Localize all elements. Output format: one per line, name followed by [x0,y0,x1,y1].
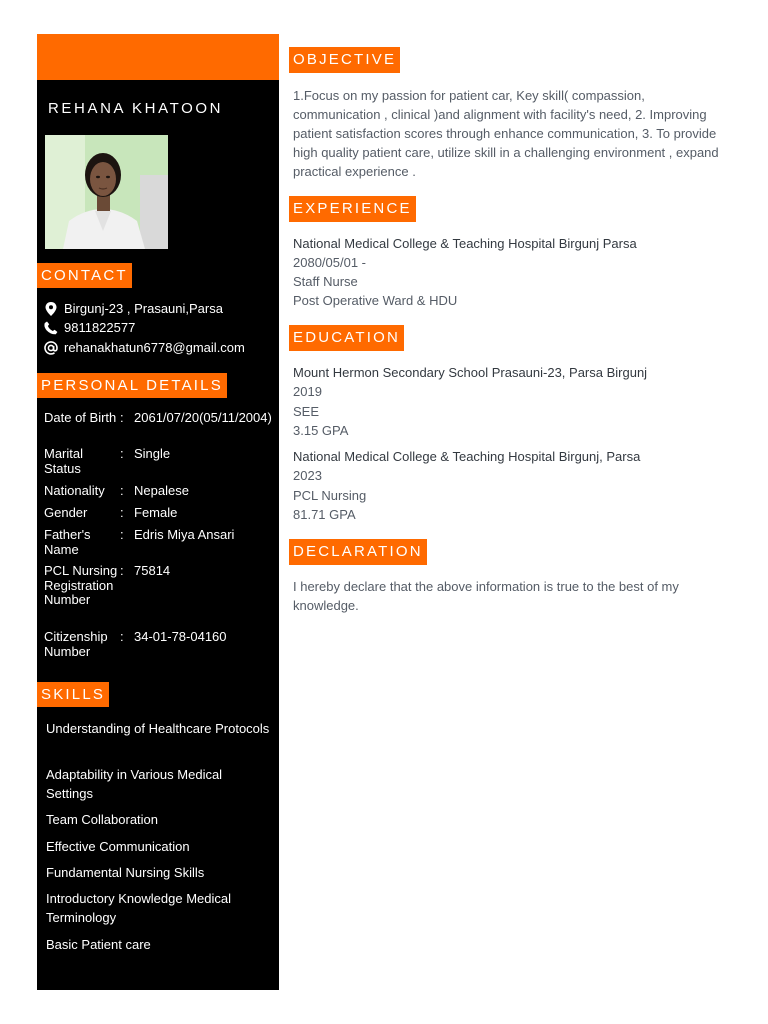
detail-value: 34-01-78-04160 [134,629,227,644]
detail-value: Female [134,505,178,520]
education-year: 2023 [293,468,322,483]
detail-value: Nepalese [134,483,189,498]
contact-phone-text: 9811822577 [64,320,136,335]
education-program: PCL Nursing [293,488,367,503]
declaration-text: I hereby declare that the above information is true to the best of my knowledge. [293,579,679,613]
skill-item: Basic Patient care [46,937,151,952]
contact-heading: CONTACT [37,263,132,288]
contact-email-text: rehanakhatun6778@gmail.com [64,340,245,355]
experience-role: Staff Nurse [293,274,358,289]
detail-value: 75814 [134,563,171,578]
skill-item: Effective Communication [46,839,190,854]
phone-icon [44,321,58,335]
detail-label: Citizenship Number [44,629,108,659]
education-institution: Mount Hermon Secondary School Prasauni-23, Parsa Birgunj [293,365,648,380]
contact-address-text: Birgunj-23 , Prasauni,Parsa [64,301,223,316]
detail-value: 2061/07/20(05/11/2004) [134,410,272,425]
sidebar-accent-bar [37,34,279,80]
declaration-heading: DECLARATION [289,539,427,565]
detail-label: PCL Nursing Registration Number [44,563,118,607]
skill-item: Team Collaboration [46,812,159,827]
detail-separator: : [120,629,124,644]
contact-email [44,340,245,355]
education-score: 3.15 GPA [293,423,349,438]
location-pin-icon [44,302,58,316]
candidate-name: REHANA KHATOON [48,100,224,117]
personal-details-heading: PERSONAL DETAILS [37,373,227,398]
profile-photo-image [45,135,168,249]
objective-text: 1.Focus on my passion for patient car, Key skill( compassion, communication , clinical )and alignment with facility's need, 2. Improving patient satisfaction scores through enhance communication, 3. To provide high quality patient care, utilize skill in a challenging environment , expand practical experience . [293,88,719,179]
objective-heading: OBJECTIVE [289,47,400,73]
profile-photo [45,135,168,249]
education-year: 2019 [293,384,322,399]
detail-label: Marital Status [44,446,84,476]
contact-address [44,301,223,316]
detail-separator: : [120,483,124,498]
skills-heading: SKILLS [37,682,109,707]
education-score: 81.71 GPA [293,507,356,522]
skill-item: Introductory Knowledge Medical Terminology [46,891,231,925]
sidebar [37,34,279,990]
detail-label: Father's Name [44,527,91,557]
education-institution: National Medical College & Teaching Hospital Birgunj, Parsa [293,449,641,464]
experience-heading: EXPERIENCE [289,196,416,222]
skill-item: Understanding of Healthcare Protocols [46,721,270,736]
detail-label: Gender [44,505,88,520]
detail-value: Edris Miya Ansari [134,527,235,542]
skill-item: Fundamental Nursing Skills [46,865,205,880]
contact-phone [44,320,135,335]
education-heading: EDUCATION [289,325,404,351]
experience-institution: National Medical College & Teaching Hospital Birgunj Parsa [293,236,637,251]
detail-separator: : [120,446,124,461]
detail-label: Nationality [44,483,105,498]
detail-separator: : [120,527,124,542]
detail-separator: : [120,563,124,578]
experience-unit: Post Operative Ward & HDU [293,293,458,308]
experience-date: 2080/05/01 - [293,255,367,270]
at-sign-icon [44,341,58,355]
detail-separator: : [120,410,124,425]
skill-item: Adaptability in Various Medical Settings [46,767,223,801]
detail-value: Single [134,446,171,461]
detail-separator: : [120,505,124,520]
detail-label: Date of Birth [44,410,117,425]
education-program: SEE [293,404,320,419]
